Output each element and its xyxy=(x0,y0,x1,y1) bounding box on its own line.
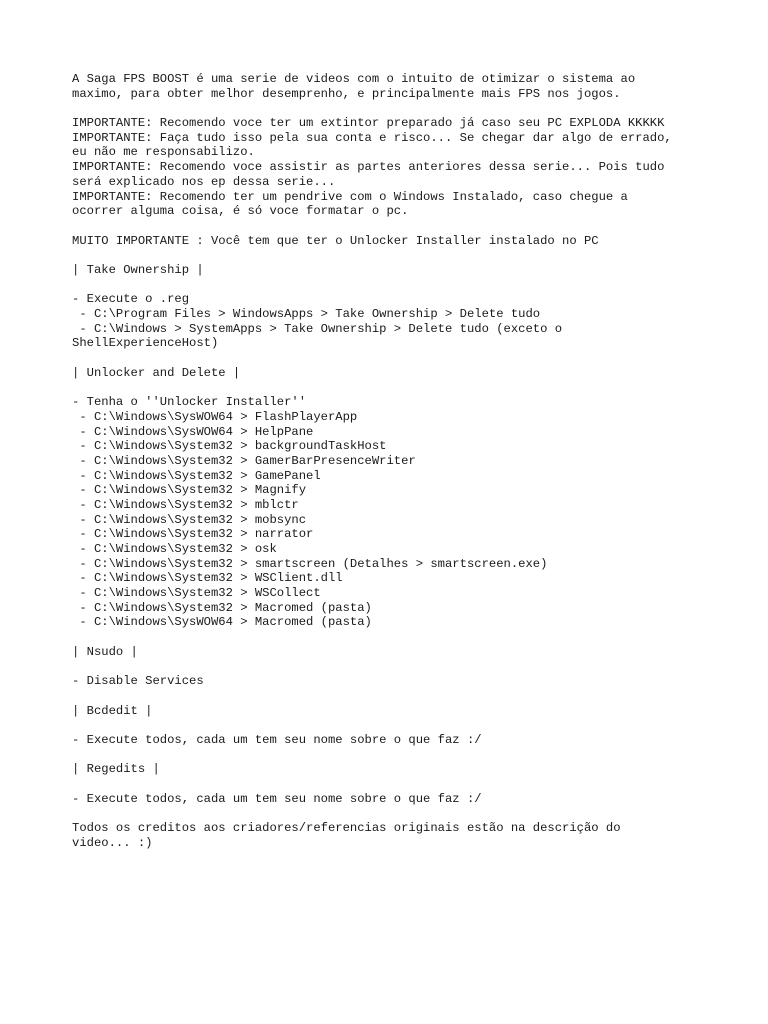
credits-line: Todos os creditos aos criadores/referencias originais estão na descrição do xyxy=(72,821,621,836)
spacer xyxy=(72,748,728,763)
spacer xyxy=(72,806,728,821)
path-line: - C:\Windows\SysWOW64 > FlashPlayerApp xyxy=(72,409,358,424)
path-line: - C:\Windows\System32 > GamePanel xyxy=(72,468,321,483)
instruction-line: - Execute o .reg xyxy=(72,292,190,307)
spacer xyxy=(72,351,728,366)
path-line: - C:\Windows\System32 > narrator xyxy=(72,527,314,542)
instruction-line: - C:\Windows > SystemApps > Take Ownership > Delete tudo (exceto o xyxy=(72,321,563,336)
intro-line: maximo, para obter melhor desemprenho, e principalmente mais FPS nos jogos. xyxy=(72,86,621,101)
spacer xyxy=(72,777,728,792)
section-heading: | Nsudo | xyxy=(72,644,138,659)
path-line: - C:\Windows\System32 > WSClient.dll xyxy=(72,571,343,586)
path-line: - C:\Windows\SysWOW64 > HelpPane xyxy=(72,424,314,439)
section-bcdedit xyxy=(72,704,728,748)
path-line: - C:\Windows\System32 > backgroundTaskHost xyxy=(72,439,387,454)
instruction-line: - Disable Services xyxy=(72,674,204,689)
path-line: - C:\Windows\System32 > GamerBarPresenceWriter xyxy=(72,453,416,468)
warning-line: ocorrer alguma coisa, é só voce formatar o pc. xyxy=(72,204,409,219)
path-line: - C:\Windows\System32 > WSCollect xyxy=(72,586,321,601)
spacer xyxy=(72,718,728,733)
intro-paragraph xyxy=(72,72,728,101)
warning-line: será explicado nos ep dessa serie... xyxy=(72,174,336,189)
path-line: - C:\Windows\System32 > Magnify xyxy=(72,483,307,498)
section-heading: | Unlocker and Delete | xyxy=(72,365,241,380)
spacer xyxy=(72,630,728,645)
spacer xyxy=(72,248,728,263)
path-line: - C:\Windows\System32 > osk xyxy=(72,542,277,556)
section-nsudo xyxy=(72,645,728,689)
instruction-line: - Tenha o ''Unlocker Installer'' xyxy=(72,395,307,410)
section-heading: | Take Ownership | xyxy=(72,262,204,277)
section-heading: | Regedits | xyxy=(72,762,160,777)
warning-line: IMPORTANTE: Recomendo voce assistir as partes anteriores dessa serie... Pois tudo xyxy=(72,160,665,175)
path-line: - C:\Windows\SysWOW64 > Macromed (pasta) xyxy=(72,615,372,630)
instruction-line: - C:\Program Files > WindowsApps > Take Ownership > Delete tudo xyxy=(72,307,541,321)
spacer xyxy=(72,689,728,704)
warning-line: IMPORTANTE: Recomendo voce ter um extintor preparado já caso seu PC EXPLODA KKKKK xyxy=(72,116,665,131)
instruction-line: - Execute todos, cada um tem seu nome sobre o que faz :/ xyxy=(72,791,482,806)
warning-line: eu não me responsabilizo. xyxy=(72,145,255,160)
instruction-line: ShellExperienceHost) xyxy=(72,336,219,351)
intro-line: A Saga FPS BOOST é uma serie de videos com o intuito de otimizar o sistema ao xyxy=(72,72,636,86)
warnings-block xyxy=(72,116,728,219)
section-regedits xyxy=(72,762,728,806)
path-line: - C:\Windows\System32 > mobsync xyxy=(72,512,307,527)
path-line: - C:\Windows\System32 > Macromed (pasta) xyxy=(72,600,372,615)
very-important-note: MUITO IMPORTANTE : Você tem que ter o Unlocker Installer instalado no PC xyxy=(72,233,599,248)
path-line: - C:\Windows\System32 > smartscreen (Detalhes > smartscreen.exe) xyxy=(72,556,548,571)
warning-line: IMPORTANTE: Faça tudo isso pela sua conta e risco... Se chegar dar algo de errado, xyxy=(72,130,672,145)
credits-line: video... :) xyxy=(72,835,153,850)
instruction-line: - Execute todos, cada um tem seu nome sobre o que faz :/ xyxy=(72,732,482,747)
section-unlocker xyxy=(72,366,728,630)
spacer xyxy=(72,278,728,293)
spacer xyxy=(72,101,728,116)
spacer xyxy=(72,660,728,675)
credits-paragraph xyxy=(72,821,728,850)
spacer xyxy=(72,380,728,395)
spacer xyxy=(72,219,728,234)
path-line: - C:\Windows\System32 > mblctr xyxy=(72,497,299,512)
warning-line: IMPORTANTE: Recomendo ter um pendrive com o Windows Instalado, caso chegue a xyxy=(72,189,628,204)
section-take-ownership xyxy=(72,263,728,351)
section-heading: | Bcdedit | xyxy=(72,703,153,718)
